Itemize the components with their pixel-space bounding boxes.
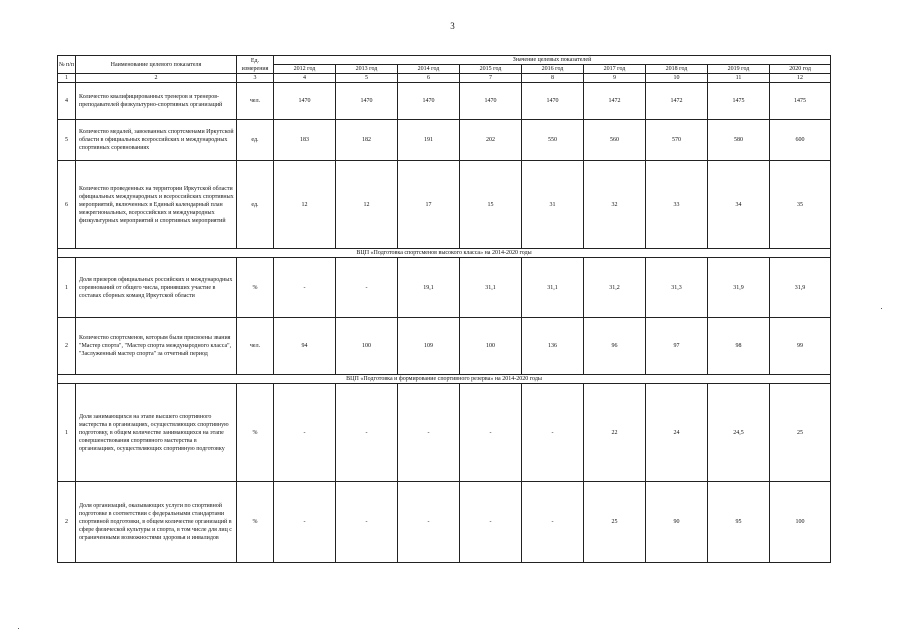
row-number: 5 bbox=[58, 120, 76, 161]
indicator-name: Доля организаций, оказывающих услуги по спортивной подготовке в соответствии с федеральными стандартами спортивной подготовки, в общем количестве организаций в сфере физической культуры и спорта, в том числе для лиц с ограниченными возможностями здоровья и инвалидов bbox=[76, 482, 237, 563]
value-cell: - bbox=[336, 384, 398, 482]
row-number: 1 bbox=[58, 258, 76, 318]
unit-cell: % bbox=[237, 384, 274, 482]
header-year: 2016 год bbox=[522, 65, 584, 74]
column-number: 9 bbox=[584, 74, 646, 83]
indicators-table bbox=[57, 55, 831, 563]
value-cell: 94 bbox=[274, 318, 336, 375]
value-cell: 1470 bbox=[336, 83, 398, 120]
column-number: 3 bbox=[237, 74, 274, 83]
value-cell: - bbox=[274, 384, 336, 482]
value-cell: 1470 bbox=[398, 83, 460, 120]
value-cell: - bbox=[274, 482, 336, 563]
scan-speck bbox=[881, 308, 882, 309]
indicator-name: Количество квалифицированных тренеров и тренеров-преподавателей физкультурно-спортивных организаций bbox=[76, 83, 237, 120]
value-cell: 24 bbox=[646, 384, 708, 482]
value-cell: 35 bbox=[770, 161, 831, 249]
column-number: 7 bbox=[460, 74, 522, 83]
section-title: ВЦП «Подготовка спортсменов высокого класса» на 2014-2020 годы bbox=[58, 249, 831, 258]
value-cell: - bbox=[522, 384, 584, 482]
value-cell: 12 bbox=[274, 161, 336, 249]
value-cell: 31,2 bbox=[584, 258, 646, 318]
column-number: 8 bbox=[522, 74, 584, 83]
unit-cell: чел. bbox=[237, 318, 274, 375]
indicator-name: Доля занимающихся на этапе высшего спортивного мастерства в организациях, осуществляющих спортивную подготовку, в общем количестве занимающихся на этапе совершенствования спортивного мастерства в организациях, осуществляющих спортивную подготовку bbox=[76, 384, 237, 482]
column-number: 12 bbox=[770, 74, 831, 83]
column-numbers-row bbox=[58, 74, 831, 83]
value-cell: 136 bbox=[522, 318, 584, 375]
value-cell: 12 bbox=[336, 161, 398, 249]
value-cell: 97 bbox=[646, 318, 708, 375]
header-year: 2014 год bbox=[398, 65, 460, 74]
row-number: 2 bbox=[58, 318, 76, 375]
value-cell: 25 bbox=[770, 384, 831, 482]
column-number: 5 bbox=[336, 74, 398, 83]
value-cell: 1475 bbox=[770, 83, 831, 120]
indicator-name: Количество спортсменов, которым были присвоены звания "Мастер спорта", "Мастер спорта международного класса", "Заслуженный мастер спорта" за отчетный период bbox=[76, 318, 237, 375]
column-number: 10 bbox=[646, 74, 708, 83]
value-cell: 183 bbox=[274, 120, 336, 161]
row-number: 6 bbox=[58, 161, 76, 249]
section-title: ВЦП «Подготовка и формирование спортивного резерва» на 2014-2020 годы bbox=[58, 375, 831, 384]
value-cell: 1472 bbox=[646, 83, 708, 120]
header-year: 2013 год bbox=[336, 65, 398, 74]
value-cell: 95 bbox=[708, 482, 770, 563]
value-cell: 31,3 bbox=[646, 258, 708, 318]
value-cell: 98 bbox=[708, 318, 770, 375]
table-row bbox=[58, 482, 831, 563]
value-cell: 96 bbox=[584, 318, 646, 375]
column-number: 11 bbox=[708, 74, 770, 83]
unit-cell: ед. bbox=[237, 120, 274, 161]
value-cell: 31,9 bbox=[770, 258, 831, 318]
header-name: Наименование целевого показателя bbox=[76, 56, 237, 74]
unit-cell: чел. bbox=[237, 83, 274, 120]
row-number: 4 bbox=[58, 83, 76, 120]
value-cell: 24,5 bbox=[708, 384, 770, 482]
value-cell: - bbox=[522, 482, 584, 563]
value-cell: 33 bbox=[646, 161, 708, 249]
column-number: 2 bbox=[76, 74, 237, 83]
header-year: 2012 год bbox=[274, 65, 336, 74]
header-row-top bbox=[58, 56, 831, 65]
header-year: 2018 год bbox=[646, 65, 708, 74]
value-cell: - bbox=[336, 258, 398, 318]
value-cell: 31,9 bbox=[708, 258, 770, 318]
column-number: 4 bbox=[274, 74, 336, 83]
value-cell: 1475 bbox=[708, 83, 770, 120]
value-cell: 202 bbox=[460, 120, 522, 161]
table-row bbox=[58, 120, 831, 161]
value-cell: 600 bbox=[770, 120, 831, 161]
value-cell: 90 bbox=[646, 482, 708, 563]
value-cell: 22 bbox=[584, 384, 646, 482]
value-cell: 19,1 bbox=[398, 258, 460, 318]
value-cell: 580 bbox=[708, 120, 770, 161]
value-cell: - bbox=[460, 384, 522, 482]
column-number: 6 bbox=[398, 74, 460, 83]
value-cell: - bbox=[398, 384, 460, 482]
section-row bbox=[58, 375, 831, 384]
scan-speck bbox=[18, 628, 19, 629]
value-cell: 100 bbox=[770, 482, 831, 563]
header-year: 2019 год bbox=[708, 65, 770, 74]
value-cell: 560 bbox=[584, 120, 646, 161]
section-row bbox=[58, 249, 831, 258]
table-row bbox=[58, 318, 831, 375]
header-values: Значение целевых показателей bbox=[274, 56, 831, 65]
value-cell: - bbox=[398, 482, 460, 563]
table-row bbox=[58, 258, 831, 318]
indicator-name: Доля призеров официальных российских и международных соревнований от общего числа, принявших участие в составах сборных команд Иркутской области bbox=[76, 258, 237, 318]
value-cell: 31 bbox=[522, 161, 584, 249]
value-cell: 31,1 bbox=[522, 258, 584, 318]
unit-cell: ед. bbox=[237, 161, 274, 249]
row-number: 1 bbox=[58, 384, 76, 482]
value-cell: 550 bbox=[522, 120, 584, 161]
value-cell: 15 bbox=[460, 161, 522, 249]
page-number: 3 bbox=[450, 21, 455, 31]
value-cell: 570 bbox=[646, 120, 708, 161]
unit-cell: % bbox=[237, 258, 274, 318]
value-cell: 17 bbox=[398, 161, 460, 249]
header-year: 2017 год bbox=[584, 65, 646, 74]
value-cell: 1470 bbox=[522, 83, 584, 120]
header-unit: Ед. измерения bbox=[237, 56, 274, 74]
value-cell: 34 bbox=[708, 161, 770, 249]
value-cell: 1472 bbox=[584, 83, 646, 120]
table-row bbox=[58, 384, 831, 482]
column-number: 1 bbox=[58, 74, 76, 83]
unit-cell: % bbox=[237, 482, 274, 563]
value-cell: - bbox=[274, 258, 336, 318]
value-cell: 109 bbox=[398, 318, 460, 375]
table-row bbox=[58, 161, 831, 249]
header-year: 2020 год bbox=[770, 65, 831, 74]
value-cell: 25 bbox=[584, 482, 646, 563]
value-cell: 1470 bbox=[274, 83, 336, 120]
value-cell: 100 bbox=[336, 318, 398, 375]
value-cell: 191 bbox=[398, 120, 460, 161]
value-cell: - bbox=[336, 482, 398, 563]
value-cell: - bbox=[460, 482, 522, 563]
value-cell: 31,1 bbox=[460, 258, 522, 318]
value-cell: 1470 bbox=[460, 83, 522, 120]
header-num: № п/п bbox=[58, 56, 76, 74]
table-row bbox=[58, 83, 831, 120]
indicator-name: Количество медалей, завоеванных спортсменами Иркутской области в официальных всероссийских и международных спортивных соревнованиях bbox=[76, 120, 237, 161]
indicator-name: Количество проведенных на территории Иркутской области официальных международных и всероссийских спортивных мероприятий, включенных в Единый календарный план межрегиональных, всероссийских и международных физкультурных мероприятий и спортивных мероприятий bbox=[76, 161, 237, 249]
value-cell: 182 bbox=[336, 120, 398, 161]
value-cell: 32 bbox=[584, 161, 646, 249]
value-cell: 99 bbox=[770, 318, 831, 375]
value-cell: 100 bbox=[460, 318, 522, 375]
row-number: 2 bbox=[58, 482, 76, 563]
header-year: 2015 год bbox=[460, 65, 522, 74]
